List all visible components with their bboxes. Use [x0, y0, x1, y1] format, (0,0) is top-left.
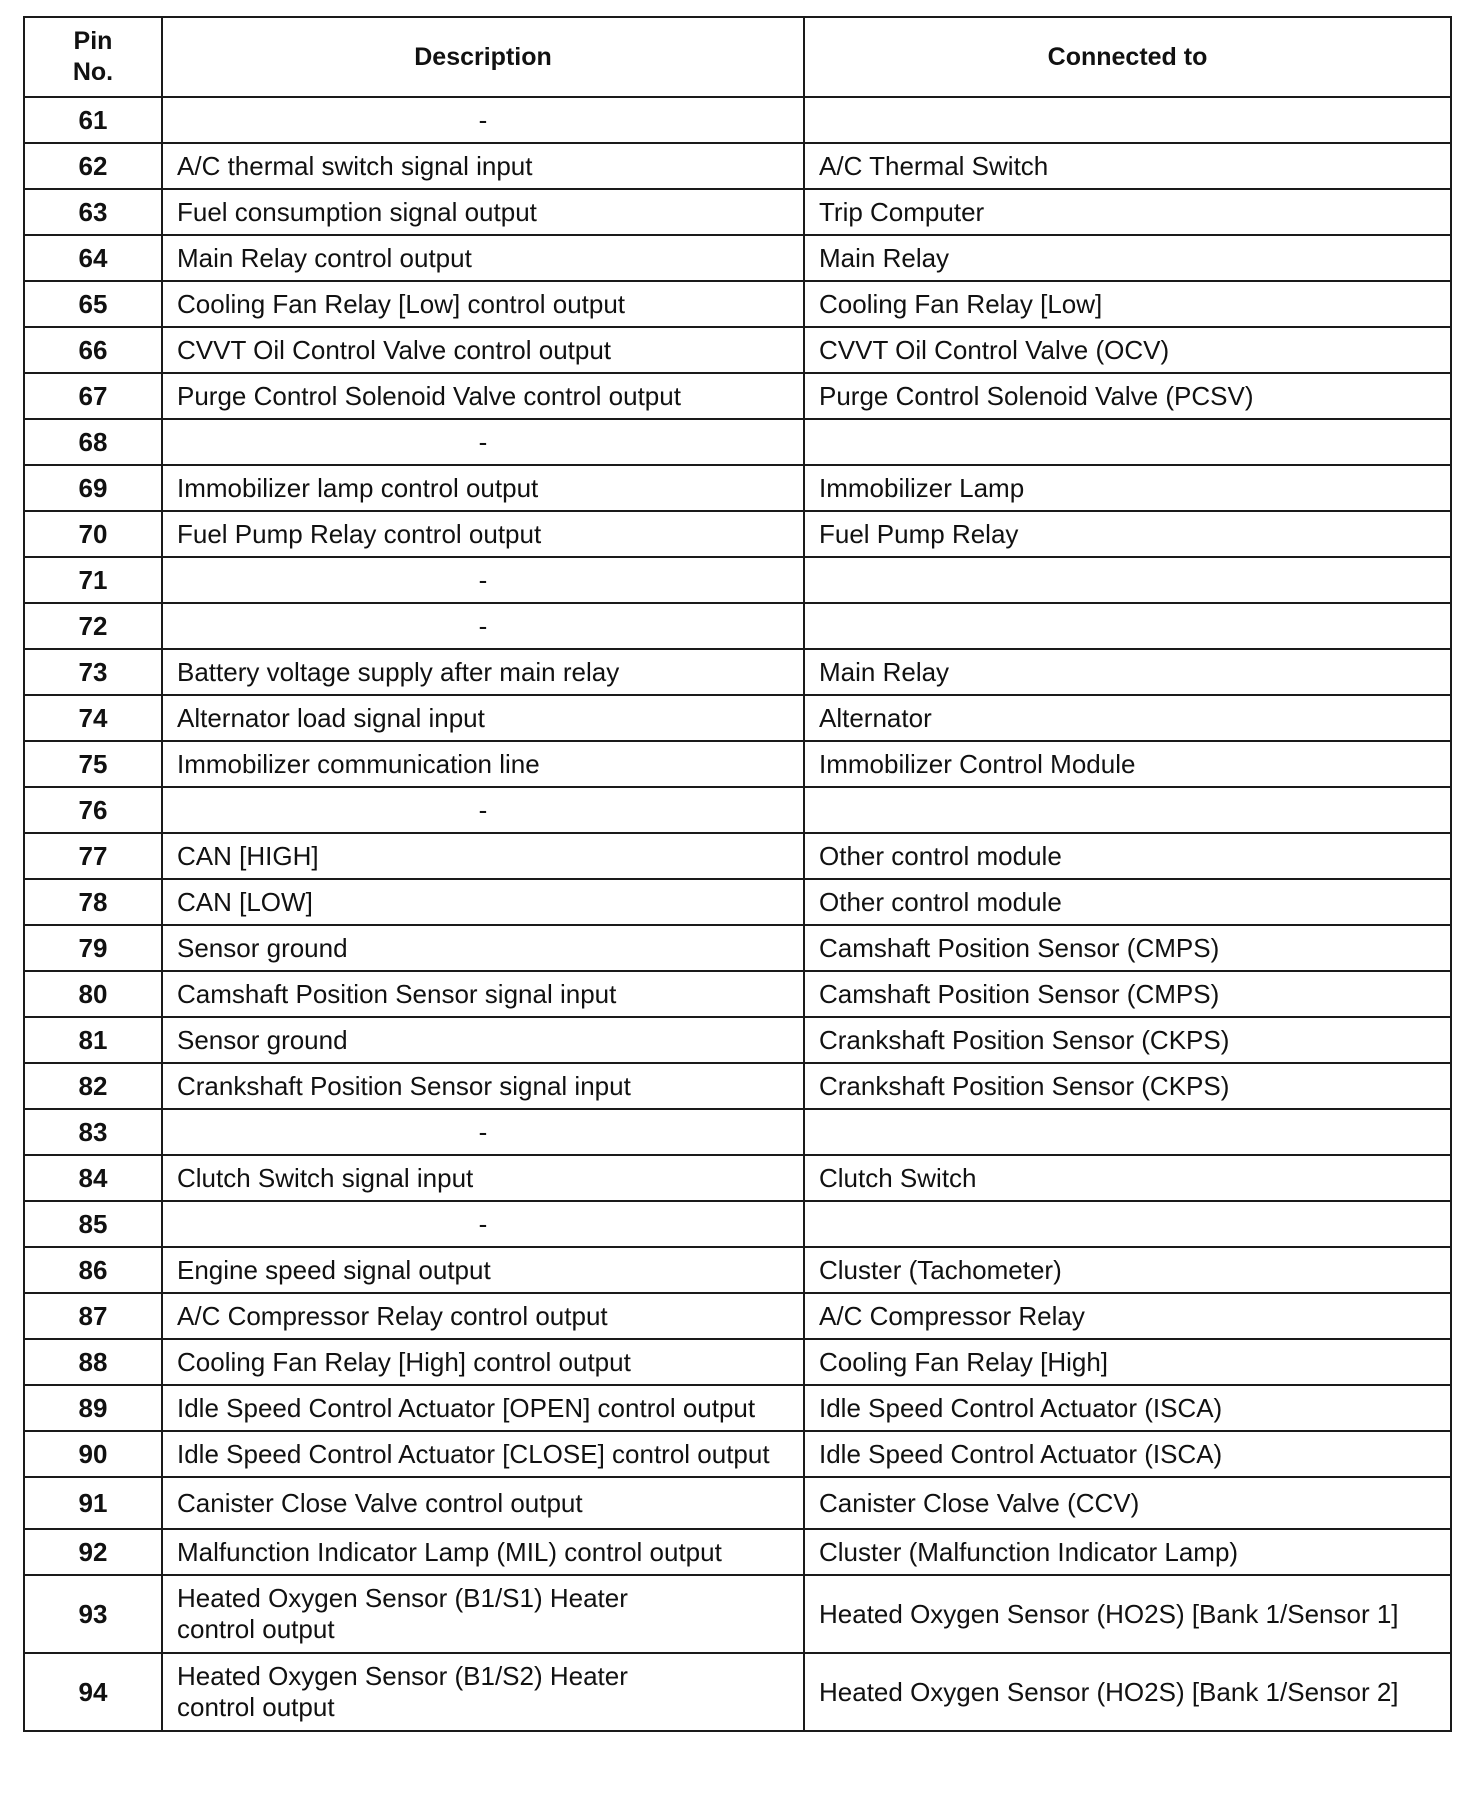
pin-cell: 77: [24, 833, 162, 879]
description-cell: Idle Speed Control Actuator [CLOSE] control output: [162, 1431, 804, 1477]
pin-cell: 73: [24, 649, 162, 695]
pin-cell: 65: [24, 281, 162, 327]
description-cell: -: [162, 1109, 804, 1155]
table-row: [24, 971, 1451, 1017]
pin-cell: 76: [24, 787, 162, 833]
description-cell: Idle Speed Control Actuator [OPEN] control output: [162, 1385, 804, 1431]
table-row: [24, 1155, 1451, 1201]
table-row: [24, 419, 1451, 465]
pin-cell: 74: [24, 695, 162, 741]
pin-cell: 72: [24, 603, 162, 649]
description-cell: -: [162, 787, 804, 833]
pin-cell: 66: [24, 327, 162, 373]
description-cell: A/C Compressor Relay control output: [162, 1293, 804, 1339]
description-cell: -: [162, 419, 804, 465]
pin-no-header: [24, 17, 162, 97]
pin-cell: 86: [24, 1247, 162, 1293]
pin-cell: 68: [24, 419, 162, 465]
pin-cell: 85: [24, 1201, 162, 1247]
description-line2: control output: [177, 1614, 335, 1644]
description-cell: Cooling Fan Relay [High] control output: [162, 1339, 804, 1385]
connected-to-cell: Cluster (Tachometer): [804, 1247, 1451, 1293]
table-row: [24, 189, 1451, 235]
description-cell: -: [162, 97, 804, 143]
pin-cell: 80: [24, 971, 162, 1017]
table-row: [24, 327, 1451, 373]
description-cell: Malfunction Indicator Lamp (MIL) control output: [162, 1529, 804, 1575]
pin-cell: 83: [24, 1109, 162, 1155]
pin-cell: 84: [24, 1155, 162, 1201]
table-row: [24, 97, 1451, 143]
pin-cell: 70: [24, 511, 162, 557]
connected-to-cell: Immobilizer Lamp: [804, 465, 1451, 511]
description-cell: Engine speed signal output: [162, 1247, 804, 1293]
pin-cell: 92: [24, 1529, 162, 1575]
table-row: [24, 1201, 1451, 1247]
pin-cell: 64: [24, 235, 162, 281]
description-cell: CVVT Oil Control Valve control output: [162, 327, 804, 373]
description-line1: Heated Oxygen Sensor (B1/S2) Heater: [177, 1661, 628, 1691]
table-row: [24, 281, 1451, 327]
table-row: [24, 1385, 1451, 1431]
connected-to-cell: [804, 419, 1451, 465]
pin-cell: 90: [24, 1431, 162, 1477]
connected-to-cell: Heated Oxygen Sensor (HO2S) [Bank 1/Sensor 1]: [804, 1575, 1451, 1653]
description-header: Description: [162, 17, 804, 97]
description-cell: Battery voltage supply after main relay: [162, 649, 804, 695]
description-cell: CAN [LOW]: [162, 879, 804, 925]
connected-to-cell: Cooling Fan Relay [Low]: [804, 281, 1451, 327]
connected-to-cell: [804, 1201, 1451, 1247]
table-row: [24, 1293, 1451, 1339]
table-row: [24, 1529, 1451, 1575]
connected-to-cell: [804, 557, 1451, 603]
connected-to-cell: Crankshaft Position Sensor (CKPS): [804, 1017, 1451, 1063]
connected-to-cell: Camshaft Position Sensor (CMPS): [804, 925, 1451, 971]
description-cell: Alternator load signal input: [162, 695, 804, 741]
table-row: [24, 603, 1451, 649]
connected-to-cell: Canister Close Valve (CCV): [804, 1477, 1451, 1529]
connected-to-cell: Immobilizer Control Module: [804, 741, 1451, 787]
connected-to-cell: Camshaft Position Sensor (CMPS): [804, 971, 1451, 1017]
pin-cell: 69: [24, 465, 162, 511]
pin-cell: 89: [24, 1385, 162, 1431]
description-cell: -: [162, 557, 804, 603]
connected-to-cell: Alternator: [804, 695, 1451, 741]
connected-to-cell: CVVT Oil Control Valve (OCV): [804, 327, 1451, 373]
pin-header-line2: No.: [72, 58, 114, 86]
pin-cell: 67: [24, 373, 162, 419]
description-cell: Purge Control Solenoid Valve control output: [162, 373, 804, 419]
description-cell: -: [162, 603, 804, 649]
description-cell: Immobilizer lamp control output: [162, 465, 804, 511]
description-cell: Crankshaft Position Sensor signal input: [162, 1063, 804, 1109]
connected-to-header: Connected to: [804, 17, 1451, 97]
table-row: [24, 833, 1451, 879]
connected-to-cell: Heated Oxygen Sensor (HO2S) [Bank 1/Sensor 2]: [804, 1653, 1451, 1731]
connected-to-cell: [804, 97, 1451, 143]
description-cell: Sensor ground: [162, 925, 804, 971]
description-cell: -: [162, 1201, 804, 1247]
table-row: [24, 741, 1451, 787]
table-row: [24, 511, 1451, 557]
description-cell: Immobilizer communication line: [162, 741, 804, 787]
connected-to-cell: Fuel Pump Relay: [804, 511, 1451, 557]
pin-table-page: [23, 16, 1450, 1732]
table-row: [24, 1431, 1451, 1477]
table-row: [24, 1477, 1451, 1529]
pin-cell: 82: [24, 1063, 162, 1109]
pin-cell: 94: [24, 1653, 162, 1731]
connected-to-cell: Main Relay: [804, 235, 1451, 281]
table-row: [24, 465, 1451, 511]
connected-to-cell: Cluster (Malfunction Indicator Lamp): [804, 1529, 1451, 1575]
connected-to-cell: Crankshaft Position Sensor (CKPS): [804, 1063, 1451, 1109]
table-row: [24, 557, 1451, 603]
table-row: [24, 1109, 1451, 1155]
connected-to-cell: Idle Speed Control Actuator (ISCA): [804, 1431, 1451, 1477]
pin-cell: 71: [24, 557, 162, 603]
pin-header-line1: Pin: [73, 27, 113, 55]
table-row: [24, 1575, 1451, 1653]
table-header-row: [24, 17, 1451, 97]
connected-to-cell: [804, 603, 1451, 649]
description-cell: Clutch Switch signal input: [162, 1155, 804, 1201]
description-cell: Camshaft Position Sensor signal input: [162, 971, 804, 1017]
pin-cell: 75: [24, 741, 162, 787]
table-row: [24, 1339, 1451, 1385]
connected-to-cell: Other control module: [804, 833, 1451, 879]
connected-to-cell: Cooling Fan Relay [High]: [804, 1339, 1451, 1385]
pin-cell: 79: [24, 925, 162, 971]
connected-to-cell: Clutch Switch: [804, 1155, 1451, 1201]
pin-cell: 88: [24, 1339, 162, 1385]
description-cell: Fuel consumption signal output: [162, 189, 804, 235]
description-cell: CAN [HIGH]: [162, 833, 804, 879]
description-cell: Main Relay control output: [162, 235, 804, 281]
table-row: [24, 879, 1451, 925]
description-cell: [162, 1575, 804, 1653]
pin-cell: 62: [24, 143, 162, 189]
table-row: [24, 925, 1451, 971]
connected-to-cell: A/C Thermal Switch: [804, 143, 1451, 189]
description-cell: [162, 1653, 804, 1731]
description-cell: A/C thermal switch signal input: [162, 143, 804, 189]
table-row: [24, 649, 1451, 695]
connected-to-cell: Purge Control Solenoid Valve (PCSV): [804, 373, 1451, 419]
pin-cell: 81: [24, 1017, 162, 1063]
connected-to-cell: Idle Speed Control Actuator (ISCA): [804, 1385, 1451, 1431]
description-cell: Cooling Fan Relay [Low] control output: [162, 281, 804, 327]
table-row: [24, 695, 1451, 741]
table-row: [24, 235, 1451, 281]
table-row: [24, 1247, 1451, 1293]
table-row: [24, 787, 1451, 833]
connected-to-cell: Trip Computer: [804, 189, 1451, 235]
pin-cell: 93: [24, 1575, 162, 1653]
table-row: [24, 1017, 1451, 1063]
description-cell: Sensor ground: [162, 1017, 804, 1063]
pin-cell: 91: [24, 1477, 162, 1529]
description-line1: Heated Oxygen Sensor (B1/S1) Heater: [177, 1583, 628, 1613]
connected-to-cell: [804, 1109, 1451, 1155]
pin-cell: 87: [24, 1293, 162, 1339]
connected-to-cell: Other control module: [804, 879, 1451, 925]
description-line2: control output: [177, 1692, 335, 1722]
pin-cell: 61: [24, 97, 162, 143]
description-cell: Fuel Pump Relay control output: [162, 511, 804, 557]
table-row: [24, 143, 1451, 189]
table-row: [24, 373, 1451, 419]
pin-cell: 63: [24, 189, 162, 235]
pin-cell: 78: [24, 879, 162, 925]
table-row: [24, 1653, 1451, 1731]
connected-to-cell: Main Relay: [804, 649, 1451, 695]
description-cell: Canister Close Valve control output: [162, 1477, 804, 1529]
pin-connector-table: [23, 16, 1452, 1732]
connected-to-cell: A/C Compressor Relay: [804, 1293, 1451, 1339]
connected-to-cell: [804, 787, 1451, 833]
table-row: [24, 1063, 1451, 1109]
